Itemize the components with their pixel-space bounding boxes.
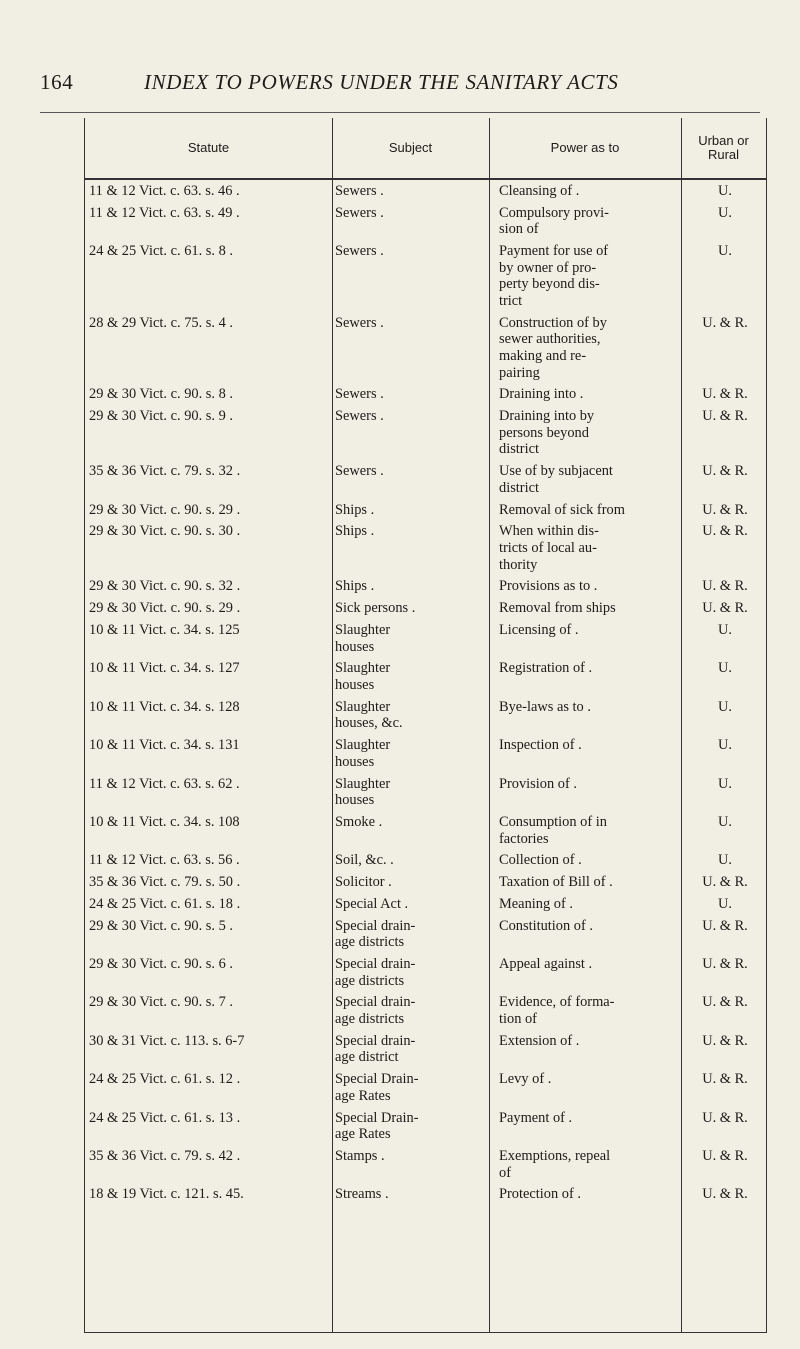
power-cell: Constitution of . (499, 917, 593, 934)
statute-cell: 29 & 30 Vict. c. 90. s. 30 . (89, 523, 241, 540)
urban-rural-cell: U. & R. (702, 501, 748, 518)
statute-cell: 24 & 25 Vict. c. 61. s. 18 . (89, 895, 241, 912)
subject-cell: Sewers . (335, 463, 384, 480)
power-cell: Payment for use of by owner of pro- perty beyond dis- trict (499, 243, 609, 309)
table-row (85, 956, 766, 994)
subject-cell: Streams . (335, 1186, 389, 1203)
statute-cell: 29 & 30 Vict. c. 90. s. 5 . (89, 917, 233, 934)
statute-cell: 11 & 12 Vict. c. 63. s. 46 . (89, 183, 240, 199)
urban-rural-cell: U. (718, 183, 732, 199)
table-row (85, 622, 766, 660)
subject-cell: Ships . (335, 523, 375, 540)
statute-cell: 29 & 30 Vict. c. 90. s. 6 . (89, 956, 233, 973)
power-cell: Inspection of . (499, 737, 582, 754)
subject-cell: Sewers . (335, 183, 384, 199)
power-cell: Taxation of Bill of . (499, 874, 613, 891)
subject-cell: Special Act . (335, 895, 409, 912)
statute-cell: 29 & 30 Vict. c. 90. s. 7 . (89, 994, 233, 1011)
urban-rural-cell: U. (718, 852, 732, 869)
table-row (85, 205, 766, 243)
table-row (85, 776, 766, 814)
statute-cell: 18 & 19 Vict. c. 121. s. 45. (89, 1186, 244, 1203)
table-row (85, 1071, 766, 1109)
power-cell: Collection of . (499, 852, 582, 869)
statute-cell: 11 & 12 Vict. c. 63. s. 62 . (89, 775, 240, 792)
table-row (85, 660, 766, 698)
table-row (85, 1033, 766, 1071)
subject-cell: Sick persons . (335, 600, 416, 617)
subject-cell: Stamps . (335, 1148, 385, 1165)
subject-cell: Smoke . (335, 813, 383, 830)
urban-rural-cell: U. (718, 204, 732, 221)
subject-cell: Sewers . (335, 204, 384, 221)
urban-rural-cell: U. & R. (702, 1186, 748, 1203)
subject-cell: Special drain- age districts (335, 994, 416, 1028)
table-row (85, 699, 766, 737)
power-cell: Compulsory provi- sion of (499, 204, 609, 238)
urban-rural-cell: U. & R. (702, 874, 748, 891)
power-cell: Licensing of . (499, 621, 579, 638)
power-cell: Construction of by sewer authorities, making and re- pairing (499, 314, 607, 381)
table-row (85, 852, 766, 874)
table-row (85, 386, 766, 408)
subject-cell: Special Drain- age Rates (335, 1071, 419, 1104)
power-cell: Extension of . (499, 1032, 580, 1049)
header-rule (40, 112, 760, 113)
table-row (85, 600, 766, 622)
subject-cell: Slaughter houses (335, 775, 391, 809)
header-urban-or-rural: Urban or Rural (698, 133, 749, 162)
urban-rural-cell: U. & R. (702, 1071, 748, 1088)
statute-cell: 29 & 30 Vict. c. 90. s. 29 . (89, 600, 241, 617)
subject-cell: Special Drain- age Rates (335, 1109, 419, 1143)
table-row (85, 408, 766, 463)
urban-rural-cell: U. & R. (702, 523, 748, 540)
table-row (85, 814, 766, 852)
table-row (85, 523, 766, 578)
table-row (85, 1110, 766, 1148)
subject-cell: Solicitor . (335, 874, 392, 891)
table-row (85, 1186, 766, 1208)
header-statute: Statute (187, 140, 230, 155)
urban-rural-cell: U. & R. (702, 917, 748, 934)
statute-cell: 35 & 36 Vict. c. 79. s. 42 . (89, 1148, 241, 1165)
power-cell: Meaning of . (499, 895, 573, 912)
urban-rural-cell: U. (718, 698, 732, 715)
urban-rural-cell: U. & R. (702, 956, 748, 973)
subject-cell: Special drain- age district (335, 1032, 416, 1066)
table-row (85, 463, 766, 501)
power-cell: Protection of . (499, 1186, 581, 1203)
urban-rural-cell: U. (718, 737, 732, 754)
urban-rural-cell: U. & R. (702, 314, 748, 331)
power-cell: Provisions as to . (499, 578, 598, 595)
urban-rural-cell: U. & R. (702, 463, 748, 480)
power-cell: Draining into by persons beyond district (499, 408, 595, 458)
statute-cell: 29 & 30 Vict. c. 90. s. 32 . (89, 578, 241, 595)
index-table (84, 118, 767, 1333)
statute-cell: 30 & 31 Vict. c. 113. s. 6-7 (89, 1032, 245, 1049)
subject-cell: Ships . (335, 578, 375, 595)
urban-rural-cell: U. & R. (702, 994, 748, 1011)
urban-rural-cell: U. (718, 775, 732, 792)
statute-cell: 10 & 11 Vict. c. 34. s. 131 (89, 737, 240, 754)
power-cell: Appeal against . (499, 956, 593, 973)
power-cell: Provision of . (499, 775, 577, 792)
subject-cell: Sewers . (335, 243, 384, 260)
power-cell: When within dis- tricts of local au- thority (499, 523, 599, 573)
power-cell: Payment of . (499, 1109, 573, 1126)
power-cell: Evidence, of forma- tion of (499, 994, 615, 1028)
power-cell: Bye-laws as to . (499, 698, 591, 715)
urban-rural-cell: U. (718, 813, 732, 830)
table-row (85, 502, 766, 524)
table-row (85, 578, 766, 600)
urban-rural-cell: U. & R. (702, 1148, 748, 1165)
urban-rural-cell: U. & R. (702, 600, 748, 617)
urban-rural-cell: U. (718, 621, 732, 638)
table-row (85, 243, 766, 315)
statute-cell: 35 & 36 Vict. c. 79. s. 32 . (89, 463, 241, 480)
subject-cell: Slaughter houses (335, 660, 391, 693)
statute-cell: 11 & 12 Vict. c. 63. s. 49 . (89, 204, 240, 221)
power-cell: Cleansing of . (499, 183, 580, 199)
table-body (85, 183, 766, 1208)
urban-rural-cell: U. (718, 243, 732, 260)
table-header (85, 118, 766, 180)
urban-rural-cell: U. (718, 660, 732, 677)
table-row (85, 994, 766, 1032)
table-row (85, 918, 766, 956)
power-cell: Consumption of in factories (499, 813, 607, 847)
statute-cell: 24 & 25 Vict. c. 61. s. 12 . (89, 1071, 241, 1088)
header-power: Power as to (550, 140, 620, 155)
table-row (85, 315, 766, 387)
subject-cell: Special drain- age districts (335, 917, 416, 951)
header-subject: Subject (388, 140, 433, 155)
statute-cell: 29 & 30 Vict. c. 90. s. 8 . (89, 386, 233, 403)
statute-cell: 35 & 36 Vict. c. 79. s. 50 . (89, 874, 241, 891)
table-bottom-rule (85, 1332, 766, 1333)
subject-cell: Special drain- age districts (335, 956, 416, 989)
statute-cell: 28 & 29 Vict. c. 75. s. 4 . (89, 314, 233, 331)
table-row (85, 183, 766, 205)
statute-cell: 10 & 11 Vict. c. 34. s. 127 (89, 660, 240, 677)
urban-rural-cell: U. & R. (702, 1109, 748, 1126)
power-cell: Levy of . (499, 1071, 552, 1088)
power-cell: Removal of sick from (499, 501, 625, 518)
statute-cell: 10 & 11 Vict. c. 34. s. 125 (89, 621, 240, 638)
statute-cell: 11 & 12 Vict. c. 63. s. 56 . (89, 852, 240, 869)
urban-rural-cell: U. & R. (702, 408, 748, 425)
running-title: INDEX TO POWERS UNDER THE SANITARY ACTS (144, 70, 619, 94)
page-number: 164 (40, 70, 74, 94)
subject-cell: Sewers . (335, 314, 384, 331)
table-row (85, 874, 766, 896)
subject-cell: Slaughter houses (335, 621, 391, 655)
power-cell: Removal from ships (499, 600, 616, 617)
power-cell: Registration of . (499, 660, 593, 677)
statute-cell: 10 & 11 Vict. c. 34. s. 108 (89, 813, 240, 830)
subject-cell: Sewers . (335, 386, 384, 403)
subject-cell: Soil, &c. . (335, 852, 394, 869)
statute-cell: 24 & 25 Vict. c. 61. s. 13 . (89, 1109, 241, 1126)
statute-cell: 24 & 25 Vict. c. 61. s. 8 . (89, 243, 233, 260)
subject-cell: Sewers . (335, 408, 384, 425)
table-row (85, 737, 766, 775)
urban-rural-cell: U. & R. (702, 386, 748, 403)
table-row (85, 1148, 766, 1186)
urban-rural-cell: U. (718, 895, 732, 912)
statute-cell: 29 & 30 Vict. c. 90. s. 9 . (89, 408, 233, 425)
subject-cell: Slaughter houses (335, 737, 391, 770)
subject-cell: Slaughter houses, &c. (335, 698, 403, 732)
power-cell: Draining into . (499, 386, 584, 403)
statute-cell: 10 & 11 Vict. c. 34. s. 128 (89, 698, 240, 715)
power-cell: Use of by subjacent district (499, 463, 613, 496)
urban-rural-cell: U. & R. (702, 1032, 748, 1049)
power-cell: Exemptions, repeal of (499, 1148, 611, 1181)
urban-rural-cell: U. & R. (702, 578, 748, 595)
subject-cell: Ships . (335, 501, 375, 518)
statute-cell: 29 & 30 Vict. c. 90. s. 29 . (89, 501, 241, 518)
table-row (85, 896, 766, 918)
